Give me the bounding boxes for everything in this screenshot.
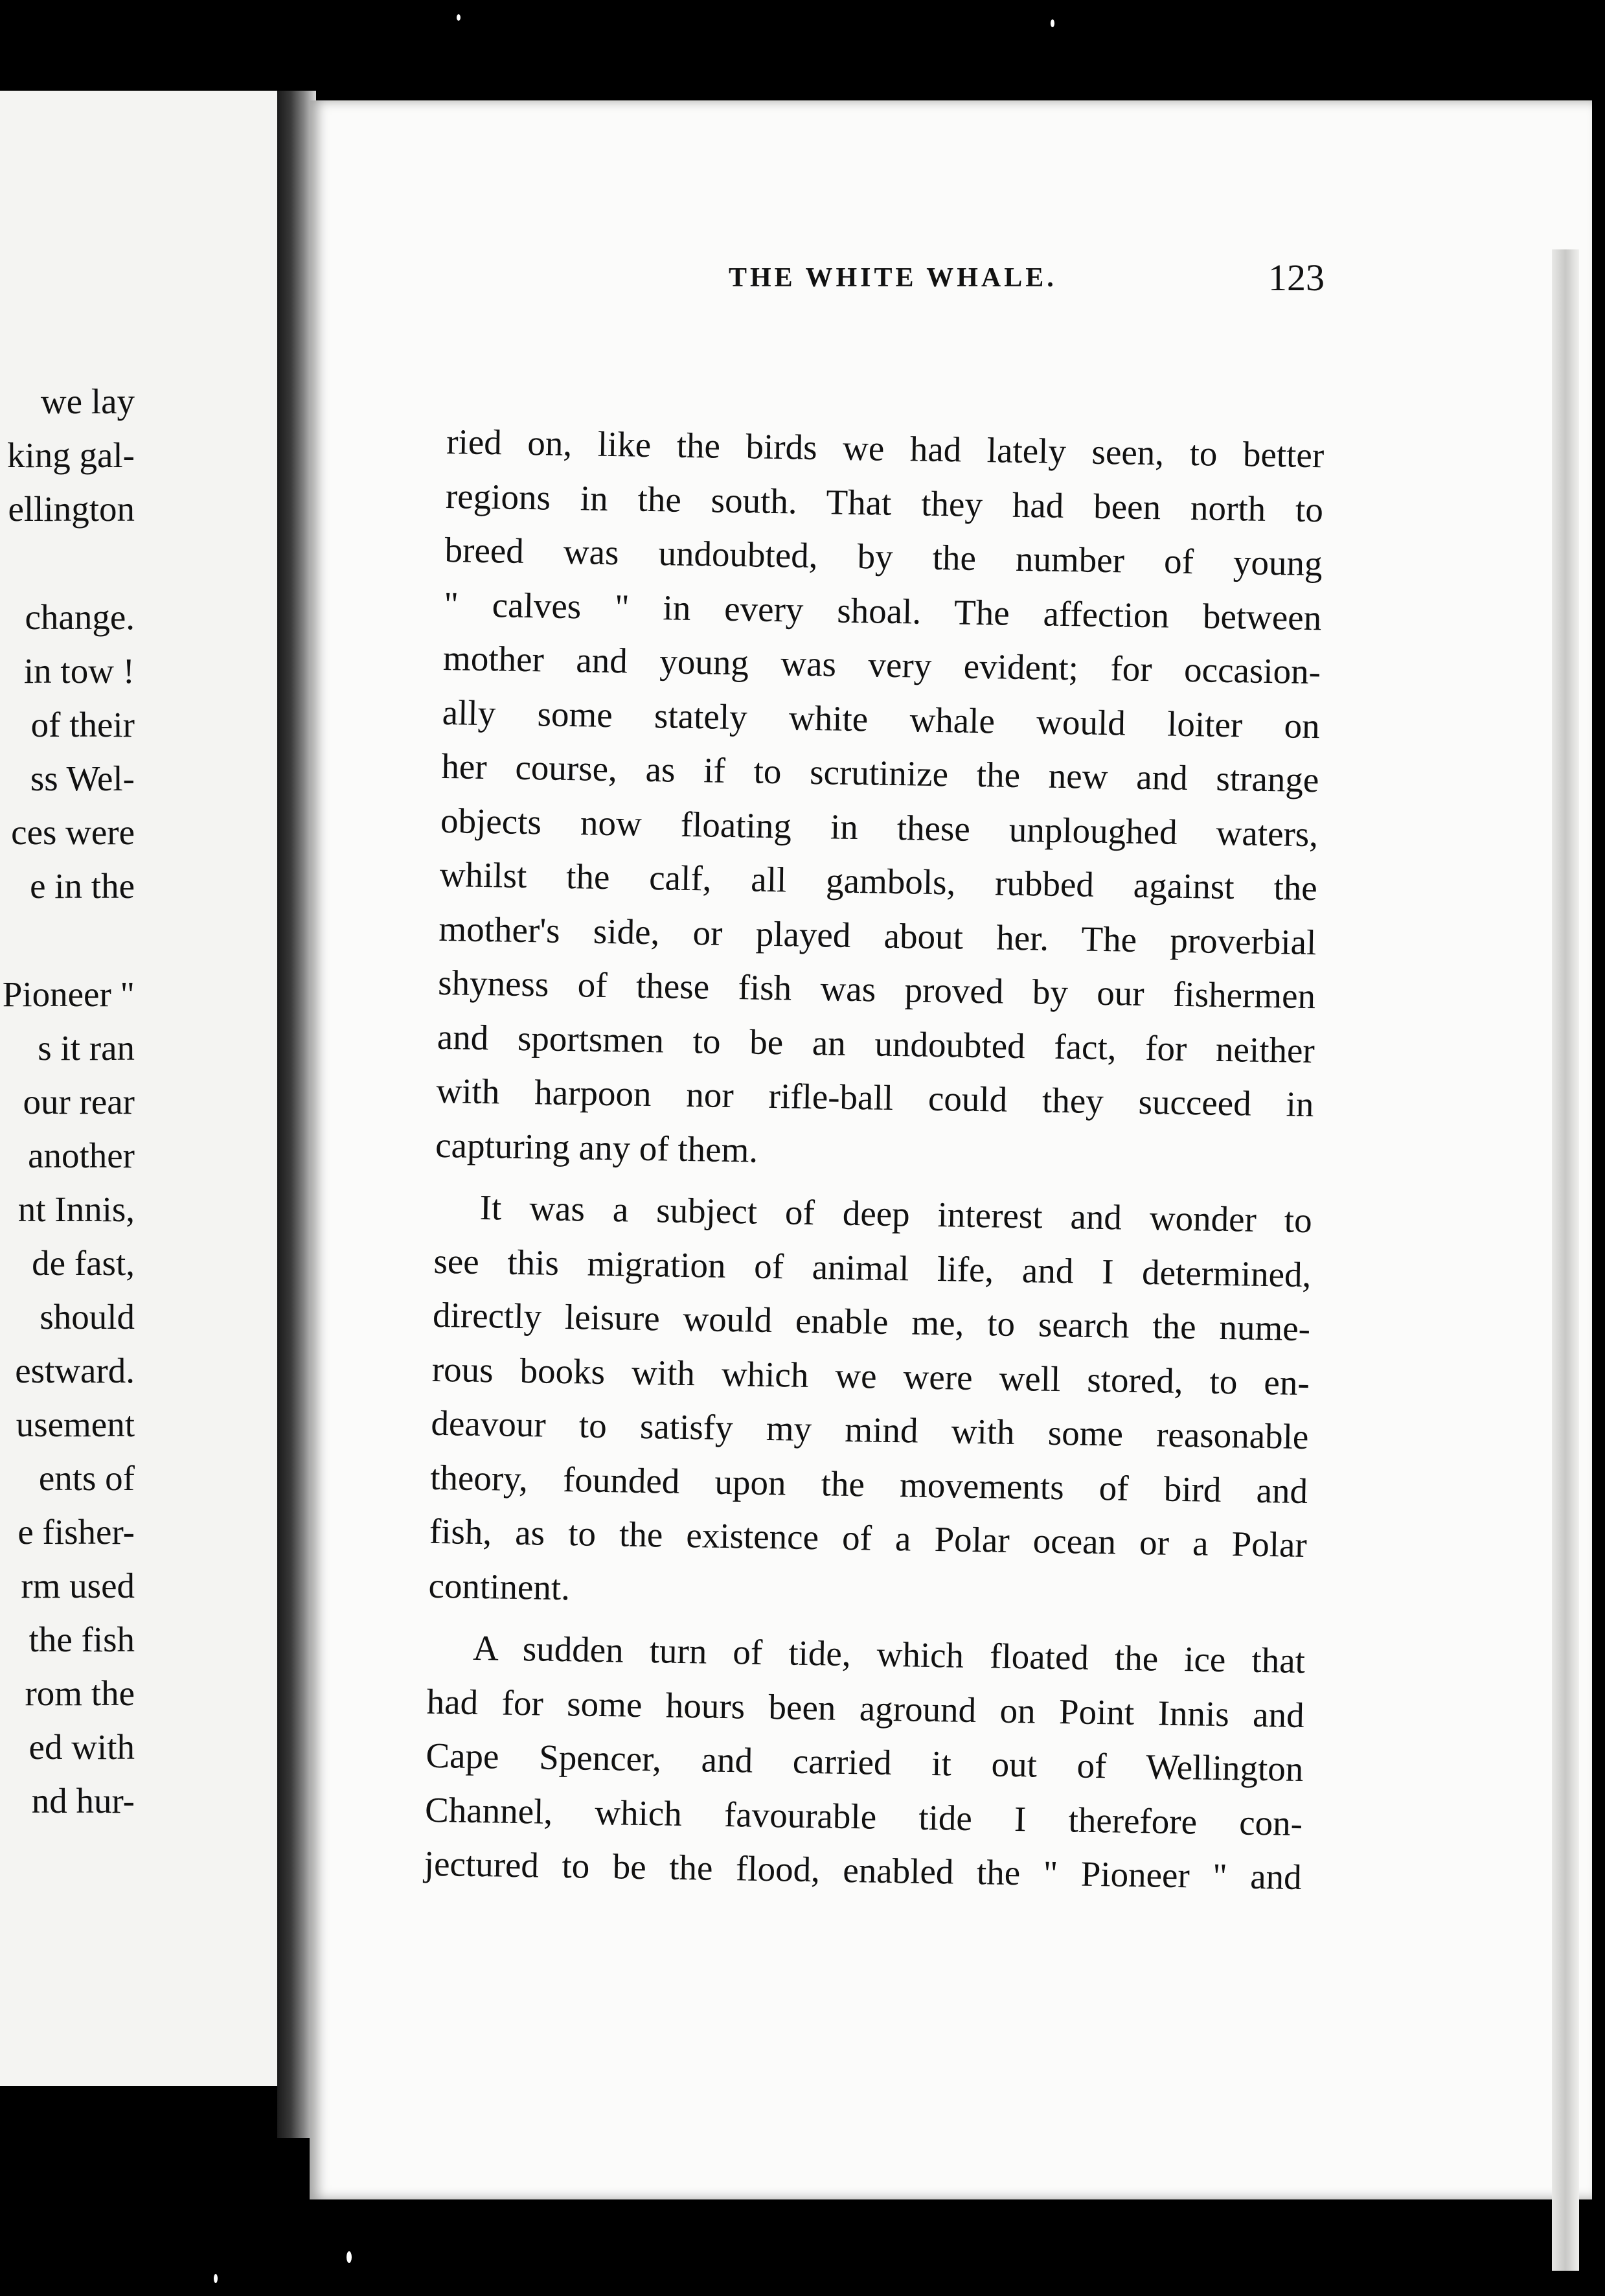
left-page-line: rom the	[25, 1673, 135, 1713]
text-line: whilst the calf, all gambols, rubbed against the	[439, 854, 1318, 908]
scan-speck	[1051, 19, 1054, 27]
text-line: with harpoon nor rifle-ball could they succeed in	[436, 1070, 1314, 1125]
text-line: regions in the south. That they had been north to	[445, 476, 1324, 529]
page-edge	[1552, 249, 1579, 2271]
text-line: breed was undoubted, by the number of young	[444, 529, 1323, 584]
left-page-line: another	[28, 1136, 135, 1175]
body-text	[424, 415, 1325, 1905]
text-line: Channel, which favourable tide I therefore con-	[424, 1789, 1303, 1843]
text-line: ally some stately white whale would loiter on	[442, 692, 1321, 746]
text-line: " calves " in every shoal. The affection between	[443, 584, 1322, 637]
scan-speck	[347, 2251, 352, 2263]
left-page-line: e in the	[30, 866, 135, 906]
text-line: It was a subject of deep interest and wonder to	[479, 1187, 1313, 1241]
text-line: shyness of these fish was proved by our fishermen	[437, 962, 1316, 1016]
left-page-line: should	[40, 1297, 135, 1337]
text-line: mother's side, or played about her. The proverbial	[438, 908, 1317, 962]
text-line: A sudden turn of tide, which floated the ice that	[472, 1627, 1306, 1681]
text-line: mother and young was very evident; for occasion-	[442, 637, 1321, 692]
left-page-line: ces were	[11, 812, 135, 852]
left-page-line: we lay	[40, 382, 135, 421]
left-page-line: ellington	[8, 489, 135, 529]
left-page-line: Pioneer "	[2, 974, 135, 1014]
text-line: and sportsmen to be an undoubted fact, for neither	[437, 1016, 1315, 1070]
left-page-line: the fish	[28, 1620, 135, 1659]
running-header	[418, 256, 1325, 308]
running-title: THE WHITE WHALE.	[729, 263, 1057, 293]
left-page-line: our rear	[23, 1082, 135, 1121]
scan-speck	[457, 14, 461, 21]
left-page-line: of their	[30, 705, 135, 744]
text-line: jectured to be the flood, enabled the " Pioneer " and	[424, 1843, 1303, 1898]
left-page-line: ents of	[38, 1458, 135, 1498]
left-page-line: de fast,	[32, 1243, 135, 1283]
text-line: her course, as if to scrutinize the new and strange	[440, 746, 1319, 800]
left-page-line: e fisher-	[17, 1512, 135, 1552]
text-line: directly leisure would enable me, to search the nume-	[432, 1294, 1311, 1349]
text-line: rous books with which we were well stored, to en-	[431, 1349, 1310, 1403]
left-page-line: in tow !	[23, 651, 135, 691]
left-page-line: ed with	[28, 1727, 135, 1767]
text-line: continent.	[428, 1565, 571, 1607]
text-line: deavour to satisfy my mind with some reasonable	[431, 1403, 1309, 1457]
left-page-line: s it ran	[38, 1028, 135, 1068]
text-line: objects now floating in these unploughed waters,	[440, 800, 1319, 854]
left-page-line: usement	[16, 1405, 135, 1444]
left-page-line: nd hur-	[31, 1781, 135, 1820]
text-line: had for some hours been aground on Point Innis and	[426, 1681, 1305, 1735]
page-number: 123	[1268, 257, 1325, 299]
scan-speck	[214, 2274, 218, 2283]
left-page-line: king gal-	[6, 435, 135, 475]
left-page-line: change.	[25, 597, 135, 637]
text-line: Cape Spencer, and carried it out of Wellington	[426, 1735, 1304, 1789]
left-page-line: estward.	[15, 1351, 135, 1390]
text-line: ried on, like the birds we had lately seen, to better	[446, 421, 1325, 476]
left-page-line: ss Wel-	[30, 759, 135, 798]
left-page-line: rm used	[21, 1566, 135, 1605]
text-line: see this migration of animal life, and I determined,	[433, 1241, 1312, 1294]
text-line: capturing any of them.	[435, 1125, 758, 1170]
left-page-line: nt Innis,	[17, 1189, 135, 1229]
text-line: fish, as to the existence of a Polar ocean or a Polar	[429, 1511, 1308, 1565]
left-page-fragment	[0, 91, 285, 2086]
text-line: theory, founded upon the movements of bird and	[429, 1457, 1308, 1511]
